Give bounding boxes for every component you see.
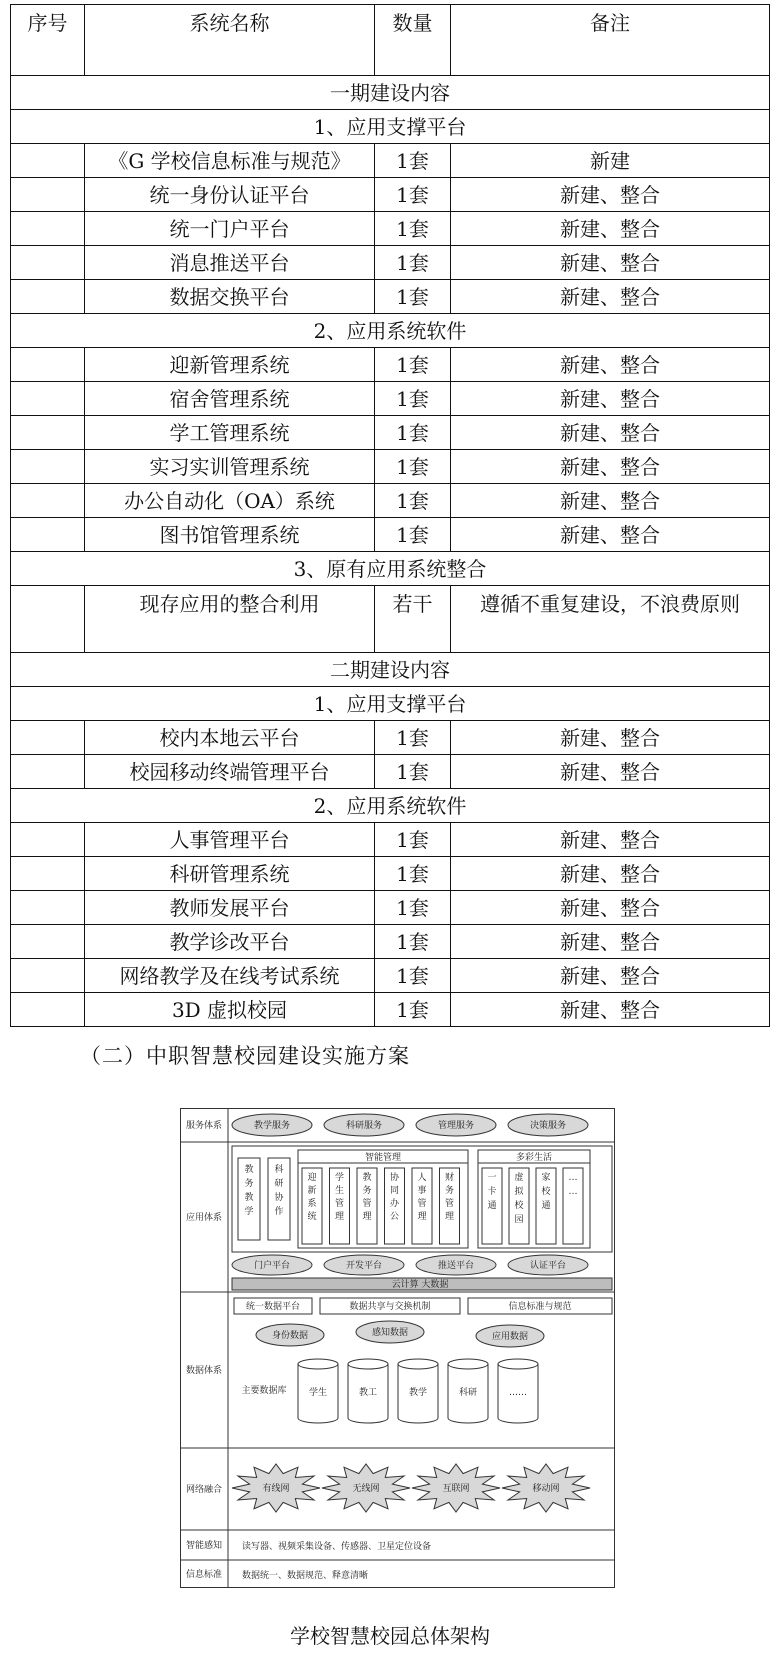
database-cylinder-top — [448, 1359, 488, 1369]
index-cell — [11, 755, 85, 789]
table-row — [11, 755, 770, 789]
table-row — [11, 76, 770, 110]
layer-label-data: 数据体系 — [185, 1366, 223, 1376]
platform-label: 门户平台 — [253, 1261, 291, 1271]
life-label: 虚拟校园 — [514, 1173, 524, 1225]
platform-label: 开发平台 — [345, 1261, 383, 1271]
note-cell: 新建、整合 — [451, 891, 770, 925]
index-cell — [11, 857, 85, 891]
system-name-cell: 迎新管理系统 — [85, 348, 375, 382]
phase-heading: 一期建设内容 — [11, 76, 770, 110]
smart-mgmt-label: 教务管理 — [362, 1173, 372, 1222]
section-subheading: （二）中职智慧校园建设实施方案 — [80, 1044, 410, 1068]
quantity-cell: 1套 — [375, 144, 451, 178]
system-name-cell: 现存应用的整合利用 — [85, 586, 375, 653]
table-row — [11, 687, 770, 721]
quantity-cell: 1套 — [375, 993, 451, 1027]
index-cell — [11, 212, 85, 246]
index-cell — [11, 959, 85, 993]
service-label: 科研服务 — [345, 1121, 383, 1131]
note-cell: 新建、整合 — [451, 382, 770, 416]
system-name-cell: 教学诊改平台 — [85, 925, 375, 959]
quantity-cell: 1套 — [375, 959, 451, 993]
index-cell — [11, 178, 85, 212]
table-row — [11, 5, 770, 76]
smart-mgmt-label: 人事管理 — [417, 1173, 427, 1222]
quantity-cell: 1套 — [375, 450, 451, 484]
section-heading: 1、应用支撑平台 — [11, 110, 770, 144]
database-label: 教工 — [358, 1388, 378, 1398]
section-heading: 2、应用系统软件 — [11, 789, 770, 823]
quantity-cell: 1套 — [375, 891, 451, 925]
index-cell — [11, 450, 85, 484]
app-left-label: 教务教学 — [244, 1165, 254, 1217]
data-box-label: 数据共享与交换机制 — [349, 1302, 431, 1312]
database-cylinder-top — [398, 1359, 438, 1369]
note-cell: 新建、整合 — [451, 212, 770, 246]
system-name-cell: 学工管理系统 — [85, 416, 375, 450]
system-name-cell: 人事管理平台 — [85, 823, 375, 857]
smart-mgmt-label: 协同办公 — [389, 1173, 400, 1222]
system-name-cell: 教师发展平台 — [85, 891, 375, 925]
smart-mgmt-frame — [298, 1150, 468, 1248]
smart-mgmt-title: 智能管理 — [364, 1153, 402, 1163]
database-cylinder-top — [498, 1359, 538, 1369]
note-cell: 新建、整合 — [451, 246, 770, 280]
life-frame — [478, 1150, 590, 1248]
note-cell: 新建、整合 — [451, 925, 770, 959]
system-name-cell: 统一身份认证平台 — [85, 178, 375, 212]
layer-label-network: 网络融合 — [185, 1485, 223, 1495]
table-row — [11, 857, 770, 891]
table-row — [11, 959, 770, 993]
note-cell: 新建、整合 — [451, 823, 770, 857]
sensing-text: 读写器、视频采集设备、传感器、卫星定位设备 — [242, 1542, 432, 1552]
table-row — [11, 552, 770, 586]
life-title: 多彩生活 — [515, 1153, 553, 1163]
life-label: 家校通 — [541, 1173, 551, 1211]
note-cell: 新建、整合 — [451, 857, 770, 891]
index-cell — [11, 823, 85, 857]
index-cell — [11, 586, 85, 653]
database-label: 科研 — [458, 1388, 478, 1398]
section-heading: 1、应用支撑平台 — [11, 687, 770, 721]
table-row — [11, 925, 770, 959]
system-name-cell: 消息推送平台 — [85, 246, 375, 280]
data-ellipse-label: 感知数据 — [371, 1328, 409, 1338]
system-name-cell: 3D 虚拟校园 — [85, 993, 375, 1027]
database-cylinder-top — [298, 1359, 338, 1369]
note-cell: 新建、整合 — [451, 450, 770, 484]
smart-mgmt-label: 财务管理 — [444, 1173, 455, 1222]
quantity-cell: 1套 — [375, 382, 451, 416]
index-cell — [11, 484, 85, 518]
platform-label: 推送平台 — [437, 1261, 475, 1271]
note-cell: 新建、整合 — [451, 348, 770, 382]
note-cell: 新建、整合 — [451, 959, 770, 993]
table-row — [11, 280, 770, 314]
life-label: 一卡通 — [487, 1173, 497, 1211]
data-box-label: 信息标准与规范 — [508, 1302, 572, 1312]
index-cell — [11, 993, 85, 1027]
network-label: 移动网 — [532, 1484, 560, 1494]
index-cell — [11, 721, 85, 755]
index-cell — [11, 925, 85, 959]
table-row — [11, 789, 770, 823]
table-row — [11, 450, 770, 484]
cloud-label: 云计算 大数据 — [391, 1280, 449, 1290]
database-label: 学生 — [308, 1388, 328, 1398]
table-row — [11, 144, 770, 178]
system-name-cell: 校园移动终端管理平台 — [85, 755, 375, 789]
network-label: 互联网 — [442, 1484, 470, 1494]
system-name-cell: 办公自动化（OA）系统 — [85, 484, 375, 518]
note-cell: 新建、整合 — [451, 416, 770, 450]
section-heading: 2、应用系统软件 — [11, 314, 770, 348]
table-row — [11, 721, 770, 755]
layer-label-application: 应用体系 — [185, 1213, 223, 1223]
index-cell — [11, 348, 85, 382]
quantity-cell: 1套 — [375, 416, 451, 450]
system-name-cell: 《G 学校信息标准与规范》 — [85, 144, 375, 178]
note-cell: 新建、整合 — [451, 280, 770, 314]
system-name-cell: 数据交换平台 — [85, 280, 375, 314]
table-row — [11, 382, 770, 416]
service-label: 管理服务 — [437, 1121, 475, 1131]
table-row — [11, 110, 770, 144]
table-row — [11, 178, 770, 212]
note-cell: 新建、整合 — [451, 721, 770, 755]
table-row — [11, 314, 770, 348]
table-row — [11, 993, 770, 1027]
data-ellipse-label: 身份数据 — [271, 1331, 309, 1341]
table-row — [11, 246, 770, 280]
quantity-cell: 1套 — [375, 212, 451, 246]
index-cell — [11, 280, 85, 314]
platform-label: 认证平台 — [529, 1261, 567, 1271]
system-name-cell: 实习实训管理系统 — [85, 450, 375, 484]
quantity-cell: 1套 — [375, 178, 451, 212]
note-cell: 新建、整合 — [451, 484, 770, 518]
figure-caption: 学校智慧校园总体架构 — [290, 1624, 490, 1648]
note-cell: 新建 — [451, 144, 770, 178]
quantity-cell: 1套 — [375, 823, 451, 857]
system-name-cell: 统一门户平台 — [85, 212, 375, 246]
table-row — [11, 348, 770, 382]
header-system-name: 系统名称 — [85, 5, 375, 76]
standard-text: 数据统一、数据规范、释意清晰 — [242, 1571, 369, 1581]
main-db-label: 主要数据库 — [241, 1386, 287, 1396]
system-name-cell: 图书馆管理系统 — [85, 518, 375, 552]
quantity-cell: 1套 — [375, 857, 451, 891]
note-cell: 新建、整合 — [451, 178, 770, 212]
quantity-cell: 1套 — [375, 518, 451, 552]
table-row — [11, 518, 770, 552]
quantity-cell: 1套 — [375, 721, 451, 755]
database-label: …… — [509, 1388, 527, 1398]
table-row — [11, 484, 770, 518]
quantity-cell: 1套 — [375, 484, 451, 518]
quantity-cell: 1套 — [375, 755, 451, 789]
table-row — [11, 586, 770, 653]
phase-heading: 二期建设内容 — [11, 653, 770, 687]
index-cell — [11, 518, 85, 552]
section-heading: 3、原有应用系统整合 — [11, 552, 770, 586]
header-index: 序号 — [11, 5, 85, 76]
system-name-cell: 科研管理系统 — [85, 857, 375, 891]
construction-table — [10, 4, 770, 1027]
quantity-cell: 1套 — [375, 280, 451, 314]
index-cell — [11, 144, 85, 178]
table-row — [11, 653, 770, 687]
layer-label-sensing: 智能感知 — [185, 1541, 223, 1551]
architecture-svg — [180, 1108, 615, 1588]
table-row — [11, 823, 770, 857]
table-row — [11, 212, 770, 246]
table-row — [11, 416, 770, 450]
system-name-cell: 网络教学及在线考试系统 — [85, 959, 375, 993]
service-label: 教学服务 — [253, 1121, 291, 1131]
app-left-label: 科研协作 — [274, 1165, 284, 1217]
note-cell: 遵循不重复建设，不浪费原则 — [451, 586, 770, 653]
quantity-cell: 1套 — [375, 348, 451, 382]
service-label: 决策服务 — [529, 1121, 567, 1131]
index-cell — [11, 416, 85, 450]
data-ellipse-label: 应用数据 — [491, 1332, 529, 1342]
quantity-cell: 1套 — [375, 246, 451, 280]
header-quantity: 数量 — [375, 5, 451, 76]
index-cell — [11, 891, 85, 925]
network-label: 无线网 — [352, 1484, 380, 1494]
note-cell: 新建、整合 — [451, 755, 770, 789]
quantity-cell: 若干 — [375, 586, 451, 653]
layer-label-service: 服务体系 — [185, 1121, 223, 1131]
system-name-cell: 校内本地云平台 — [85, 721, 375, 755]
network-label: 有线网 — [262, 1484, 290, 1494]
table-row — [11, 891, 770, 925]
system-name-cell: 宿舍管理系统 — [85, 382, 375, 416]
database-label: 教学 — [408, 1388, 428, 1398]
smart-mgmt-label: 学生管理 — [334, 1173, 345, 1222]
note-cell: 新建、整合 — [451, 993, 770, 1027]
index-cell — [11, 382, 85, 416]
index-cell — [11, 246, 85, 280]
architecture-diagram — [180, 1108, 615, 1588]
database-cylinder-top — [348, 1359, 388, 1369]
quantity-cell: 1套 — [375, 925, 451, 959]
data-box-label: 统一数据平台 — [245, 1302, 301, 1312]
life-label: … … — [568, 1173, 578, 1197]
header-note: 备注 — [451, 5, 770, 76]
note-cell: 新建、整合 — [451, 518, 770, 552]
smart-mgmt-label: 迎新系统 — [307, 1173, 317, 1222]
layer-label-standard: 信息标准 — [185, 1570, 223, 1580]
